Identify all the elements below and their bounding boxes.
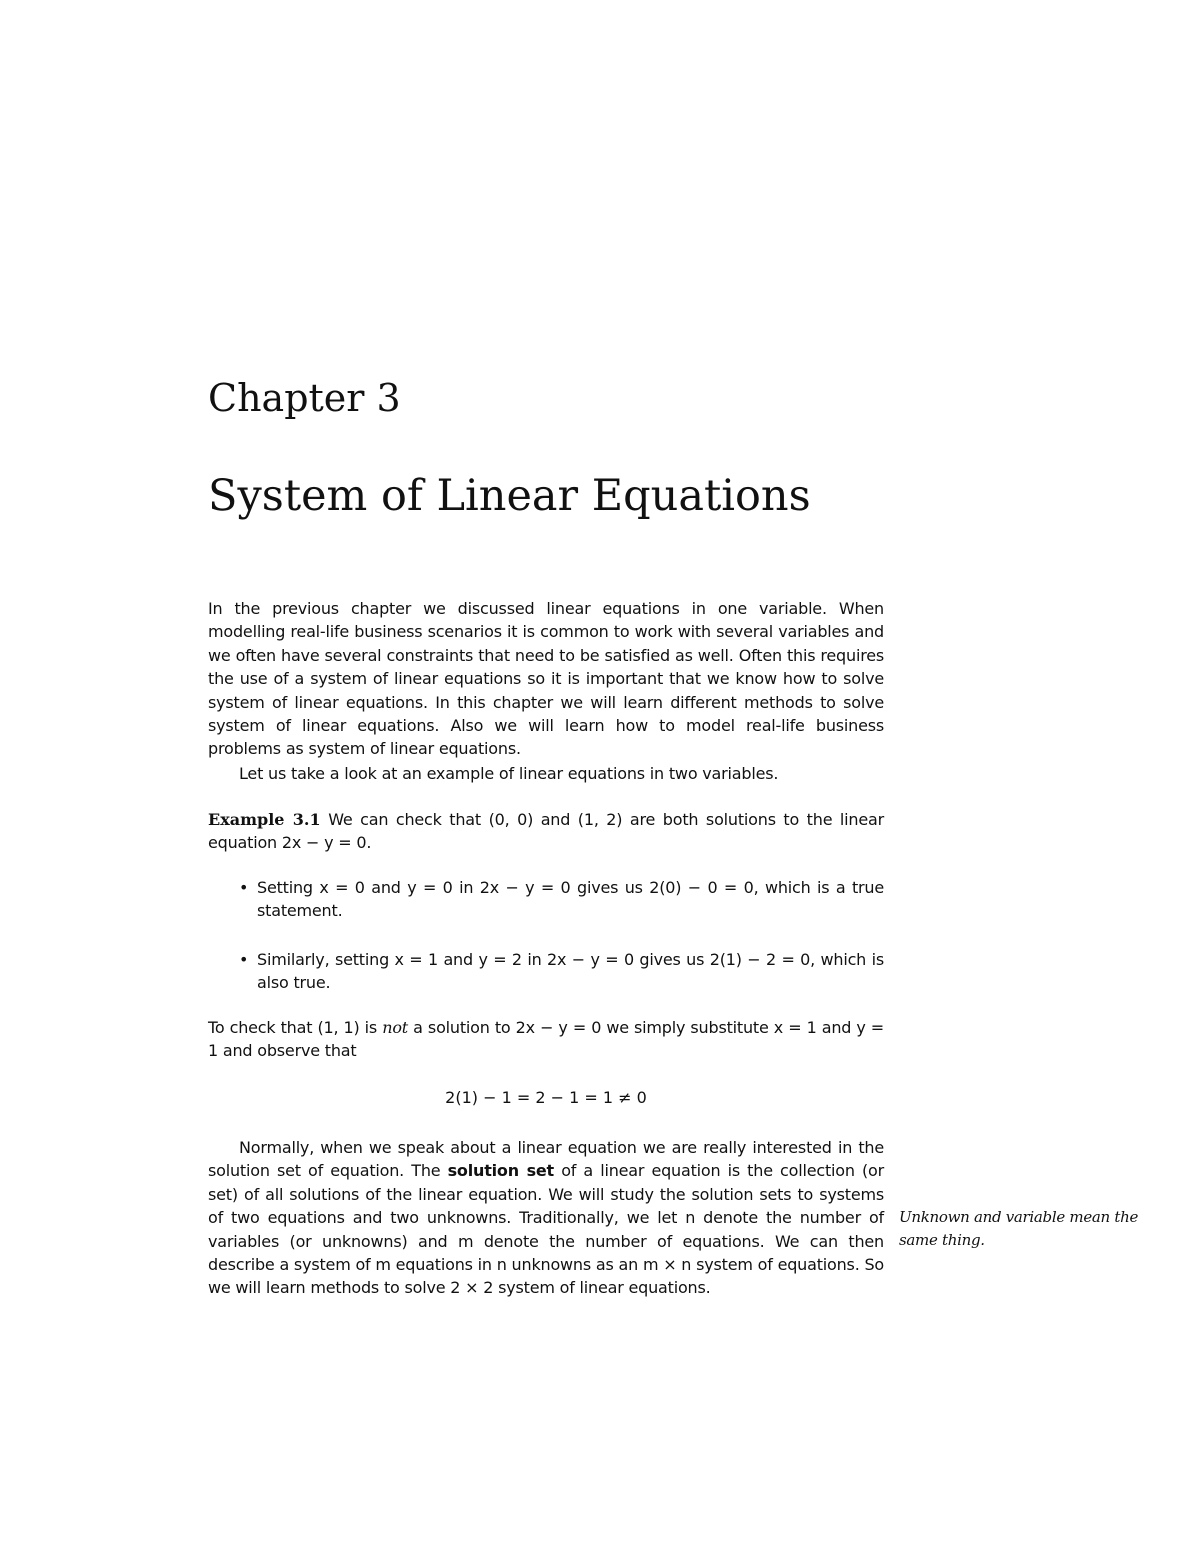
- chapter-label: Chapter 3: [208, 376, 401, 420]
- solution-set-term: solution set: [447, 1161, 555, 1181]
- check-paragraph: [208, 1016, 884, 1063]
- bullet-text-2: Similarly, setting x = 1 and y = 2 in 2x − y = 0 gives us 2(1) − 2 = 0, which is also true.: [257, 949, 884, 993]
- bullet-item-2: [208, 948, 884, 995]
- normally-text-before: Normally, when we speak about a linear equation we are really interested in the solution set of equation. The: [208, 1138, 884, 1181]
- normally-paragraph: [208, 1136, 884, 1300]
- margin-note: Unknown and variable mean the same thing.: [899, 1208, 1139, 1250]
- example-bullet-list: [208, 876, 884, 1020]
- display-equation: 2(1) − 1 = 2 − 1 = 1 ≠ 0: [445, 1088, 647, 1107]
- bullet-icon: •: [239, 949, 249, 969]
- bullet-icon: •: [239, 878, 249, 897]
- chapter-title: System of Linear Equations: [208, 471, 811, 521]
- letus-paragraph: Let us take a look at an example of linear equations in two variables.: [239, 764, 779, 783]
- intro-paragraph: In the previous chapter we discussed linear equations in one variable. When modelling real-life business scenarios it is common to work with several variables and we often have several constraints that need to be satisfied as well. Often this requires the use of a system of linear equations so it is important that we know how to solve system of linear equations. In this chapter we will learn different methods to solve system of linear equations. Also we will learn how to model real-life business problems as system of linear equations.: [208, 599, 884, 759]
- bullet-item-1: [208, 876, 884, 923]
- normally-text-after: of a linear equation is the collection (or set) of all solutions of the linear equation. We will study the solution sets to systems of two equations and two unknowns. Traditionally, we let n denote the number of variables (or unknowns) and m denote the number of equations. We can then describe a system of m equations in n unknowns as an m × n system of equations. So we will learn methods to solve 2 × 2 system of linear equations.: [208, 1161, 885, 1298]
- example-heading: Example 3.1: [208, 810, 321, 829]
- example-paragraph: [208, 808, 884, 855]
- bullet-text-1: Setting x = 0 and y = 0 in 2x − y = 0 gives us 2(0) − 0 = 0, which is a true statement.: [257, 878, 884, 921]
- check-emphasis: not: [382, 1018, 409, 1037]
- check-text-after: a solution to 2x − y = 0 we simply substitute x = 1 and y = 1 and observe that: [208, 1018, 885, 1061]
- check-text-before: To check that (1, 1) is: [208, 1018, 383, 1037]
- example-text: We can check that (0, 0) and (1, 2) are both solutions to the linear equation 2x − y = 0.: [208, 810, 884, 853]
